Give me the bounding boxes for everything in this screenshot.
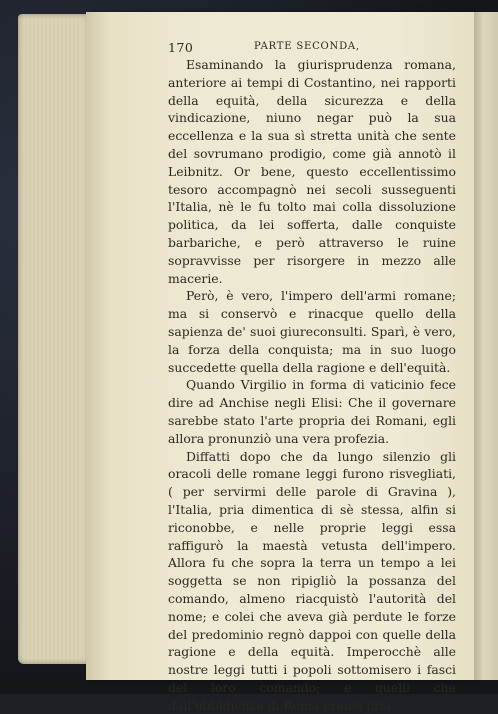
running-title: PARTE SECONDA, <box>254 41 360 52</box>
page-number: 170 <box>168 40 194 55</box>
body-text <box>168 56 456 714</box>
paragraph-4: Diffatti dopo che da lungo silenzio gli oracoli delle romane leggi furono risvegliati, ( per servirmi delle parole di Gravina ), l'Italia, pria dimentica di sè stessa, alfin si riconobbe, e nelle proprie leggi essa raffigurò la maestà vetusta dell'impero. Allora fu che sopra la terra un tempo a lei soggetta se non ripigliò la possanza del comando, almeno riacquistò l'autorità del nome; e colei che aveva già perdute le forze del predominio regnò dappoi con quelle della ragione e della equità. Imperocchè alle nostre leggi tutti i popoli sottomisero i fasci del loro comando; e quelli che dall'ubbidienza di Roma eransi pria <box>168 448 456 713</box>
paragraph-2: Però, è vero, l'impero dell'armi romane; ma si conservò e rinacque quello della sapienza de' suoi giureconsulti. Sparì, è vero, la forza della conquista; ma in suo luogo succedette quella della ragione e dell'equità. <box>168 288 456 375</box>
paragraph-3: Quando Virgilio in forma di vaticinio fece dire ad Anchise negli Elisi: Che il governare sarebbe stato l'arte propria dei Romani, egli allora pronunziò una vera profezia. <box>168 377 456 446</box>
book-page-edges <box>18 14 92 664</box>
facing-page-strip <box>474 12 498 680</box>
paragraph-1: Esaminando la giurisprudenza romana, anteriore ai tempi di Costantino, nei rapporti della equità, della sicurezza e della vindicazione, niuno negar può la sua eccellenza e la sua sì stretta unità che sente del sovrumano prodigio, come già annotò il Leibnitz. Or bene, questo eccellentissimo tesoro accompagnò nei secoli susseguenti l'Italia, nè le fu tolto mai colla dissoluzione politica, da lei sofferta, dalle conquiste barbariche, e però attraverso le ruine sopravvisse per risorgere in mezzo alle macerie. <box>168 57 456 286</box>
